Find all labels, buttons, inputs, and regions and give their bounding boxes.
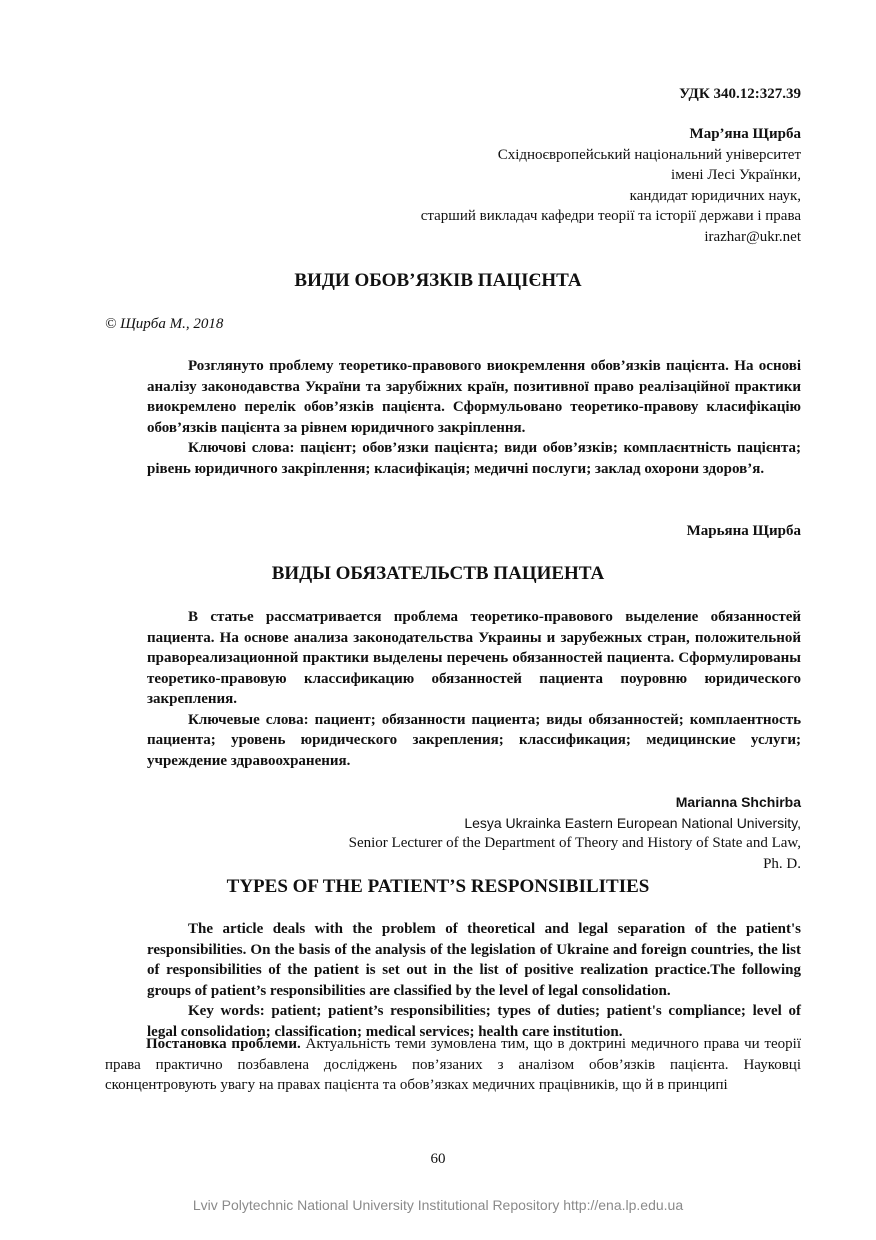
en-keywords: Key words: patient; patient’s responsibilities; types of duties; patient's compliance; level of legal consolidation; classification; medical services; health care institution. <box>147 1003 801 1040</box>
udc-code: УДК 340.12:327.39 <box>679 86 801 102</box>
en-author-block <box>349 792 801 874</box>
ru-abstract-text: В статье рассматривается проблема теоретико-правового выделение обязанностей пациента. На основе анализа законодательства Украины и зарубежных стран, положительной правореализационной практики выделены перечень обязанностей пациента. Сформулированы теоретико-правовую классификацию обязанностей пациента поуровню юридического закрепления. <box>147 609 801 707</box>
ua-author-name: Мар’яна Щирба <box>689 126 801 142</box>
ua-affiliation-line: Східноєвропейський національний університет <box>497 146 801 163</box>
ru-article-title: ВИДЫ ОБЯЗАТЕЛЬСТВ ПАЦИЕНТА <box>271 563 605 584</box>
en-abstract-block <box>147 919 801 1042</box>
section-heading: Постановка проблеми. <box>146 1036 301 1052</box>
body-paragraph-text: Актуальність теми зумовлена тим, що в доктрині медичного права чи теорії права практично позбавлена досліджень пов’язаних з аналізом обов’язків пацієнта. Науковці сконцентровують увагу на правах пацієнта та обов’язках медичних працівників, що й в принципі <box>105 1036 801 1093</box>
ua-abstract-text: Розглянуто проблему теоретико-правового виокремлення обов’язків пацієнта. На основі аналізу законодавства України та зарубіжних країн, позитивної право реалізаційної практики виокремлено перелік обов’язків пацієнта. Сформульовано теоретико-правову класифікацію обов’язків пацієнта за рівнем юридичного закріплення. <box>147 358 801 436</box>
en-abstract-text: The article deals with the problem of theoretical and legal separation of the patient's responsibilities. On the basis of the analysis of the legislation of Ukraine and foreign countries, the list of responsibilities of the patient is set out in the list of positive realization practice.The following groups of patient’s responsibilities are classified by the level of legal consolidation. <box>147 921 801 999</box>
ua-affiliation-line: старший викладач кафедри теорії та історії держави і права <box>420 208 801 224</box>
en-author-name: Marianna Shchirba <box>675 794 801 810</box>
copyright-notice: © Щирба М., 2018 <box>105 316 224 332</box>
body-paragraph <box>105 1034 801 1096</box>
ua-keywords: Ключові слова: пацієнт; обов’язки пацієнта; види обов’язків; комплаєнтність пацієнта; рівень юридичного закріплення; класифікація; медичні послуги; заклад охорони здоров’я. <box>147 440 801 477</box>
ua-affiliation-line: імені Лесі Українки, <box>671 167 801 183</box>
ua-author-block <box>421 124 801 247</box>
ua-article-title: ВИДИ ОБОВ’ЯЗКІВ ПАЦІЄНТА <box>294 270 582 291</box>
ua-author-email: irazhar@ukr.net <box>704 228 801 245</box>
ru-author-name: Марьяна Щирба <box>686 523 801 539</box>
ru-abstract-block <box>147 607 801 771</box>
en-affiliation-line: Lesya Ukrainka Eastern European National University, <box>464 814 801 831</box>
en-affiliation-line: Senior Lecturer of the Department of Theory and History of State and Law, <box>348 835 801 851</box>
ua-abstract-block <box>147 356 801 479</box>
page-number: 60 <box>430 1151 446 1167</box>
ua-affiliation-line: кандидат юридичних наук, <box>629 187 801 204</box>
ru-keywords: Ключевые слова: пациент; обязанности пациента; виды обязанностей; комплаентность пациента; уровень юридического закрепления; классификация; медицинские услуги; учреждение здравоохранения. <box>147 711 801 769</box>
en-article-title: TYPES OF THE PATIENT’S RESPONSIBILITIES <box>226 876 650 897</box>
en-affiliation-line: Ph. D. <box>763 855 801 872</box>
repository-footer: Lviv Polytechnic National University Institutional Repository http://ena.lp.edu.ua <box>192 1197 684 1213</box>
body-text-block <box>105 1034 801 1096</box>
